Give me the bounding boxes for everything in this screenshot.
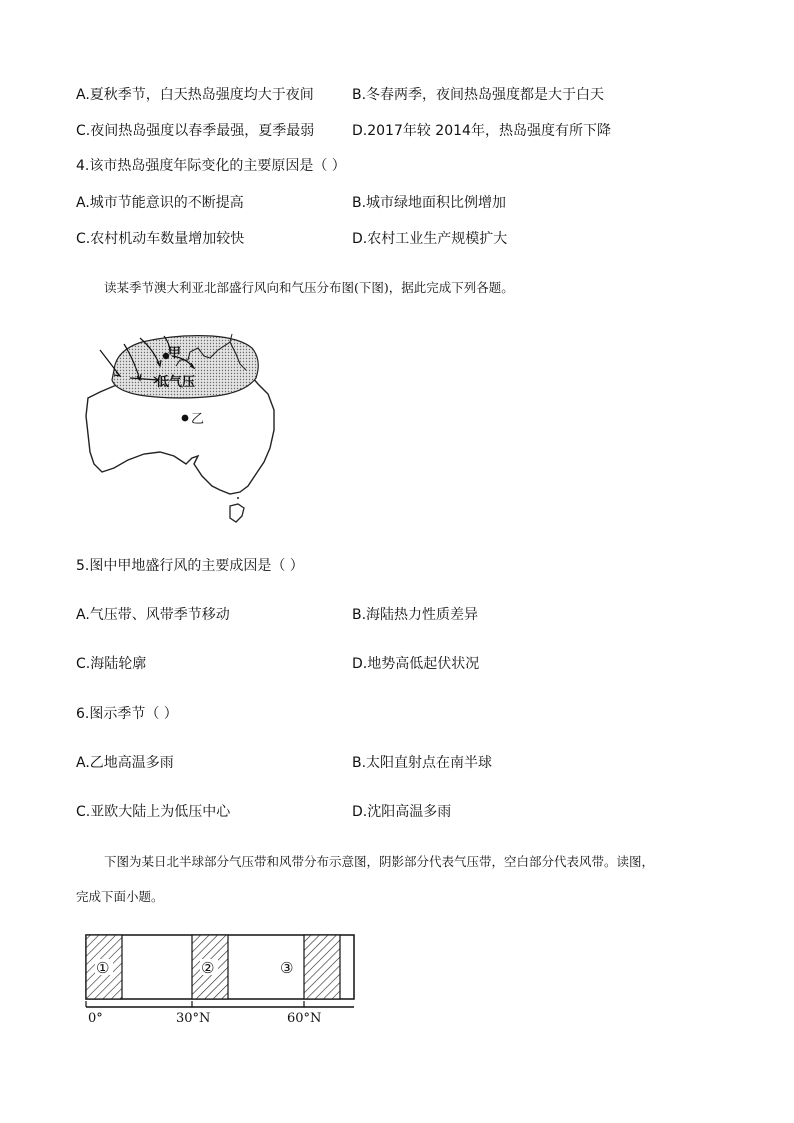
q4-option-a: A.城市节能意识的不断提高 bbox=[76, 195, 244, 211]
australia-pressure-map bbox=[80, 330, 280, 525]
intro-belt-line2: 完成下面小题。 bbox=[76, 889, 164, 904]
axis-ticks bbox=[86, 1001, 304, 1007]
q3-option-b: B.冬春两季，夜间热岛强度都是大于白天 bbox=[352, 87, 605, 103]
q4-option-b: B.城市绿地面积比例增加 bbox=[352, 195, 507, 211]
q6-stem: 6.图示季节（ ） bbox=[76, 706, 178, 722]
label-low-pressure: 低气压 bbox=[156, 375, 196, 390]
intro-map: 读某季节澳大利亚北部盛行风向和气压分布图(下图)，据此完成下列各题。 bbox=[104, 280, 514, 295]
pressure-belt-diagram bbox=[80, 928, 365, 1028]
tick-label-60n: 60°N bbox=[287, 1011, 322, 1026]
q3-option-a: A.夏秋季节，白天热岛强度均大于夜间 bbox=[76, 87, 314, 103]
q5-option-c: C.海陆轮廓 bbox=[76, 656, 147, 672]
q6-option-a: A.乙地高温多雨 bbox=[76, 755, 174, 771]
q3-option-d: D.2017年较 2014年，热岛强度有所下降 bbox=[352, 123, 611, 139]
q5-option-d: D.地势高低起伏状况 bbox=[352, 656, 480, 672]
belt-marker-1: ① bbox=[96, 959, 110, 977]
point-yi bbox=[182, 415, 189, 422]
q4-stem: 4.该市热岛强度年际变化的主要原因是（ ） bbox=[76, 158, 346, 174]
q5-option-a: A.气压带、风带季节移动 bbox=[76, 607, 230, 623]
q6-option-b: B.太阳直射点在南半球 bbox=[352, 755, 493, 771]
tasmania-outline bbox=[230, 504, 244, 522]
q6-option-d: D.沈阳高温多雨 bbox=[352, 804, 452, 820]
q5-option-b: B.海陆热力性质差异 bbox=[352, 607, 479, 623]
intro-belt-line1: 下图为某日北半球部分气压带和风带分布示意图，阴影部分代表气压带，空白部分代表风带。读图， bbox=[104, 854, 655, 869]
label-jia: 甲 bbox=[168, 346, 182, 361]
q5-stem: 5.图中甲地盛行风的主要成因是（ ） bbox=[76, 558, 304, 574]
tick-label-0: 0° bbox=[88, 1011, 103, 1026]
q6-option-c: C.亚欧大陆上为低压中心 bbox=[76, 804, 231, 820]
q4-option-c: C.农村机动车数量增加较快 bbox=[76, 231, 245, 247]
label-yi: 乙 bbox=[191, 412, 205, 427]
belt-shaded-3 bbox=[304, 935, 340, 999]
q4-option-d: D.农村工业生产规模扩大 bbox=[352, 231, 508, 247]
belt-marker-2: ② bbox=[201, 959, 215, 977]
belt-marker-3: ③ bbox=[280, 959, 294, 977]
q3-option-c: C.夜间热岛强度以春季最强，夏季最弱 bbox=[76, 123, 315, 139]
tick-label-30n: 30°N bbox=[176, 1011, 211, 1026]
